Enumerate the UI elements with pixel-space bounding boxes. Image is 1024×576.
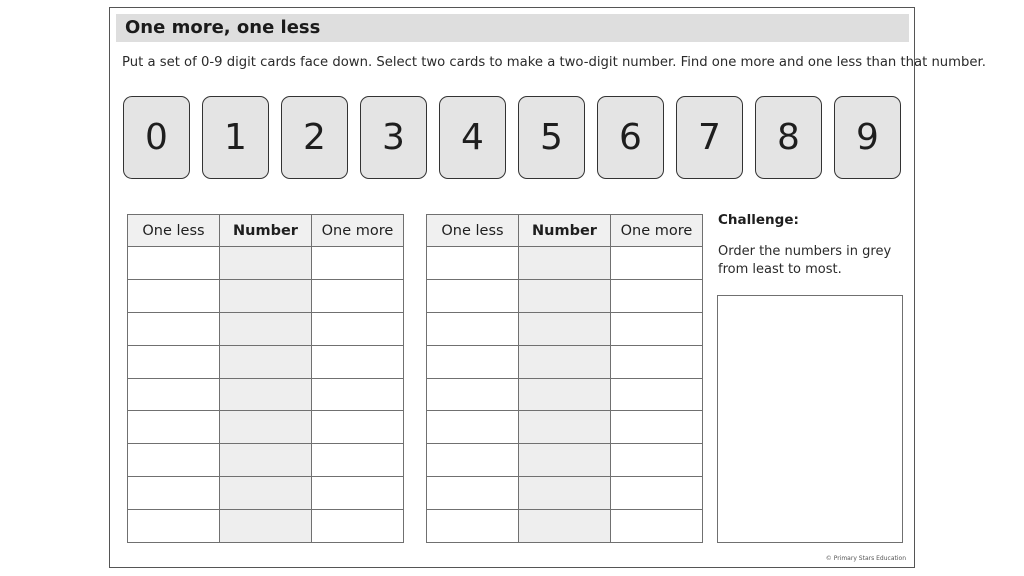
worksheet-title: One more, one less: [116, 14, 909, 42]
header-number: Number: [519, 215, 611, 247]
table-row: [128, 247, 404, 280]
cell-one-less[interactable]: [128, 444, 220, 477]
table-header-row: [128, 215, 404, 247]
cell-number[interactable]: [519, 444, 611, 477]
table-row: [427, 444, 703, 477]
table-row: [128, 279, 404, 312]
cell-number[interactable]: [220, 378, 312, 411]
table-row: [128, 378, 404, 411]
cell-one-more[interactable]: [312, 444, 404, 477]
digit-card-1: 1: [202, 96, 269, 179]
header-one-more: One more: [312, 215, 404, 247]
cell-one-less[interactable]: [128, 247, 220, 280]
cell-one-more[interactable]: [611, 279, 703, 312]
digit-card-7: 7: [676, 96, 743, 179]
header-one-less: One less: [128, 215, 220, 247]
cell-one-more[interactable]: [611, 477, 703, 510]
cell-one-more[interactable]: [611, 510, 703, 543]
table-row: [128, 312, 404, 345]
cell-number[interactable]: [519, 411, 611, 444]
cell-number[interactable]: [220, 510, 312, 543]
table-row: [128, 345, 404, 378]
cell-number[interactable]: [220, 411, 312, 444]
table-row: [128, 510, 404, 543]
cell-one-more[interactable]: [611, 345, 703, 378]
cell-one-less[interactable]: [427, 279, 519, 312]
digit-card-8: 8: [755, 96, 822, 179]
cell-number[interactable]: [220, 279, 312, 312]
table-row: [128, 444, 404, 477]
challenge-answer-box[interactable]: [717, 295, 903, 543]
cell-number[interactable]: [220, 477, 312, 510]
header-one-less: One less: [427, 215, 519, 247]
cell-one-more[interactable]: [611, 378, 703, 411]
cell-one-less[interactable]: [427, 411, 519, 444]
cell-one-more[interactable]: [312, 510, 404, 543]
cell-number[interactable]: [519, 279, 611, 312]
table-row: [427, 411, 703, 444]
copyright-text: © Primary Stars Education: [825, 555, 906, 562]
digit-card-9: 9: [834, 96, 901, 179]
cell-one-less[interactable]: [427, 378, 519, 411]
digit-card-5: 5: [518, 96, 585, 179]
cell-one-more[interactable]: [611, 444, 703, 477]
cell-one-more[interactable]: [312, 477, 404, 510]
answer-table-left: [127, 214, 404, 543]
cell-one-less[interactable]: [128, 378, 220, 411]
cell-one-more[interactable]: [312, 279, 404, 312]
cell-number[interactable]: [220, 345, 312, 378]
cell-one-more[interactable]: [312, 247, 404, 280]
cell-one-more[interactable]: [312, 345, 404, 378]
cell-number[interactable]: [519, 312, 611, 345]
table-row: [128, 477, 404, 510]
table-row: [427, 345, 703, 378]
cell-one-more[interactable]: [611, 411, 703, 444]
cell-one-less[interactable]: [427, 312, 519, 345]
table-row: [427, 312, 703, 345]
table-row: [128, 411, 404, 444]
header-number: Number: [220, 215, 312, 247]
cell-one-less[interactable]: [128, 411, 220, 444]
cell-one-less[interactable]: [427, 477, 519, 510]
digit-card-4: 4: [439, 96, 506, 179]
cell-number[interactable]: [220, 247, 312, 280]
answer-table-right: [426, 214, 703, 543]
header-one-more: One more: [611, 215, 703, 247]
cell-one-more[interactable]: [312, 378, 404, 411]
cell-number[interactable]: [519, 345, 611, 378]
cell-one-less[interactable]: [128, 312, 220, 345]
digit-card-2: 2: [281, 96, 348, 179]
cell-one-more[interactable]: [611, 247, 703, 280]
cell-number[interactable]: [220, 444, 312, 477]
cell-number[interactable]: [220, 312, 312, 345]
digit-card-6: 6: [597, 96, 664, 179]
table-row: [427, 247, 703, 280]
challenge-text: Order the numbers in grey from least to most.: [718, 244, 892, 277]
digit-card-0: 0: [123, 96, 190, 179]
cell-one-less[interactable]: [427, 247, 519, 280]
cell-one-less[interactable]: [427, 444, 519, 477]
cell-number[interactable]: [519, 477, 611, 510]
worksheet: [109, 7, 986, 568]
table-row: [427, 279, 703, 312]
cell-one-less[interactable]: [128, 345, 220, 378]
table-row: [427, 510, 703, 543]
cell-one-less[interactable]: [128, 279, 220, 312]
cell-one-more[interactable]: [312, 411, 404, 444]
cell-one-less[interactable]: [427, 345, 519, 378]
instructions-text: Put a set of 0-9 digit cards face down. Select two cards to make a two-digit number. Find one more and one less than that number.: [122, 55, 986, 70]
cell-one-more[interactable]: [611, 312, 703, 345]
table-row: [427, 378, 703, 411]
cell-one-more[interactable]: [312, 312, 404, 345]
cell-number[interactable]: [519, 247, 611, 280]
cell-one-less[interactable]: [427, 510, 519, 543]
digit-card-3: 3: [360, 96, 427, 179]
challenge-title: Challenge:: [718, 212, 799, 228]
cell-one-less[interactable]: [128, 477, 220, 510]
cell-one-less[interactable]: [128, 510, 220, 543]
table-header-row: [427, 215, 703, 247]
cell-number[interactable]: [519, 378, 611, 411]
digit-cards: [123, 96, 905, 180]
table-row: [427, 477, 703, 510]
cell-number[interactable]: [519, 510, 611, 543]
